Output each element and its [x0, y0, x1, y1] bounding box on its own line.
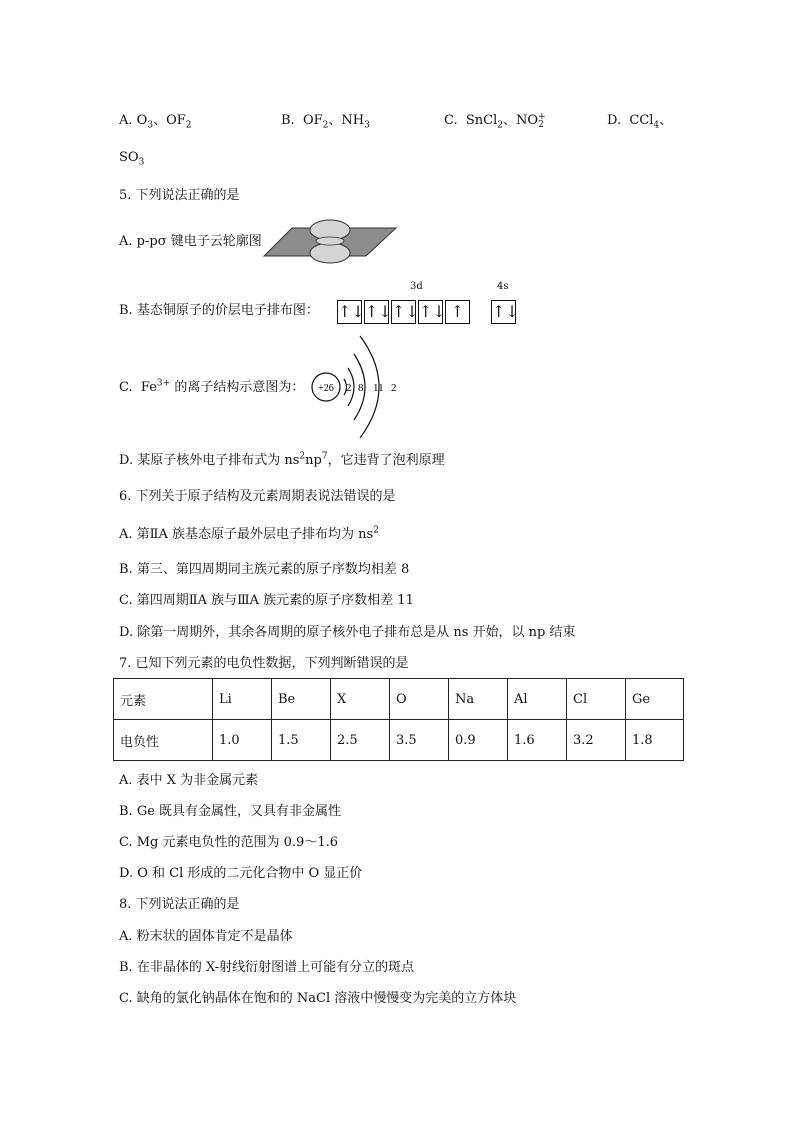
table-cell: Cl — [567, 679, 626, 720]
table-cell: 1.0 — [213, 720, 272, 761]
table-cell: Be — [272, 679, 331, 720]
table-cell: Li — [213, 679, 272, 720]
q5-option-c: C. $Fe^{3+}$ 的离子结构示意图为： — [119, 378, 305, 395]
table-cell: 2.5 — [331, 720, 390, 761]
q6-option-b: B. 第三、第四周期同主族元素的原子序数均相差 8 — [119, 562, 410, 577]
q4-option-b: B. $OF_2$、$NH_3$ — [281, 113, 370, 131]
orbital-box-4s-1: ↑↓ — [491, 300, 516, 324]
q5-option-b: B. 基态铜原子的价层电子排布图： — [119, 303, 319, 318]
q6-option-c: C. 第四周期ⅡA 族与ⅢA 族元素的原子序数相差 11 — [119, 593, 414, 608]
q8-option-b: B. 在非晶体的 X-射线衍射图谱上可能有分立的斑点 — [119, 960, 415, 975]
ion-shell-2: 8 — [358, 382, 364, 394]
orbital-box-3d-1: ↑↓ — [337, 300, 362, 324]
q7-option-c: C. Mg 元素电负性的范围为 0.9～1.6 — [119, 835, 338, 850]
ion-shell-3: 11 — [373, 382, 384, 394]
ion-shell-1: 2 — [346, 382, 352, 394]
p-p-sigma-orbital-diagram — [262, 218, 398, 268]
orbital-label-3d: 3d — [410, 281, 423, 292]
table-cell: 1.5 — [272, 720, 331, 761]
q7-option-b: B. Ge 既具有金属性，又具有非金属性 — [119, 804, 342, 819]
table-cell: 元素 — [114, 679, 213, 720]
ion-structure-diagram — [308, 332, 408, 444]
table-cell: 1.8 — [626, 720, 684, 761]
q6-stem: 6. 下列关于原子结构及元素周期表说法错误的是 — [119, 489, 396, 504]
q4-option-d-continued: $SO_3$ — [119, 150, 145, 168]
q7-option-a: A. 表中 X 为非金属元素 — [119, 773, 259, 788]
q8-option-c: C. 缺角的氯化钠晶体在饱和的 NaCl 溶液中慢慢变为完美的立方体块 — [119, 991, 517, 1006]
q8-option-a: A. 粉末状的固体肯定不是晶体 — [119, 929, 293, 944]
orbital-box-3d-2: ↑↓ — [364, 300, 389, 324]
q5-stem: 5. 下列说法正确的是 — [119, 188, 240, 203]
table-row — [114, 720, 684, 761]
table-cell: Al — [508, 679, 567, 720]
table-cell: Na — [449, 679, 508, 720]
table-cell: X — [331, 679, 390, 720]
table-cell: O — [390, 679, 449, 720]
q6-option-d: D. 除第一周期外，其余各周期的原子核外电子排布总是从 ns 开始，以 np 结束 — [119, 625, 576, 640]
orbital-box-3d-5: ↑ — [445, 300, 470, 324]
q8-stem: 8. 下列说法正确的是 — [119, 897, 240, 912]
q7-stem: 7. 已知下列元素的电负性数据，下列判断错误的是 — [119, 656, 409, 671]
q5-option-d: D. 某原子核外电子排布式为 $ns^2np^7$，它违背了泡利原理 — [119, 451, 445, 468]
q4-option-d: D. CCl$_4$、 — [607, 113, 673, 131]
ion-shell-4: 2 — [391, 382, 397, 394]
table-cell: 0.9 — [449, 720, 508, 761]
table-cell: Ge — [626, 679, 684, 720]
table-cell: 电负性 — [114, 720, 213, 761]
ion-nucleus-label: +26 — [318, 383, 334, 394]
table-cell: 1.6 — [508, 720, 567, 761]
q7-option-d: D. O 和 Cl 形成的二元化合物中 O 显正价 — [119, 866, 363, 881]
q4-option-a: A. $O_3$、$OF_2$ — [119, 113, 192, 131]
electronegativity-table — [113, 678, 684, 761]
orbital-box-3d-3: ↑↓ — [391, 300, 416, 324]
q5-option-a: A. p-pσ 键电子云轮廓图 — [119, 234, 262, 249]
table-cell: 3.5 — [390, 720, 449, 761]
orbital-box-3d-4: ↑↓ — [418, 300, 443, 324]
orbital-label-4s: 4s — [497, 281, 509, 292]
q6-option-a: A. 第ⅡA 族基态原子最外层电子排布均为 $ns^2$ — [119, 525, 379, 542]
table-row — [114, 679, 684, 720]
q4-option-c: C. SnCl$_2$、NO + 2 — [444, 112, 546, 131]
table-cell: 3.2 — [567, 720, 626, 761]
